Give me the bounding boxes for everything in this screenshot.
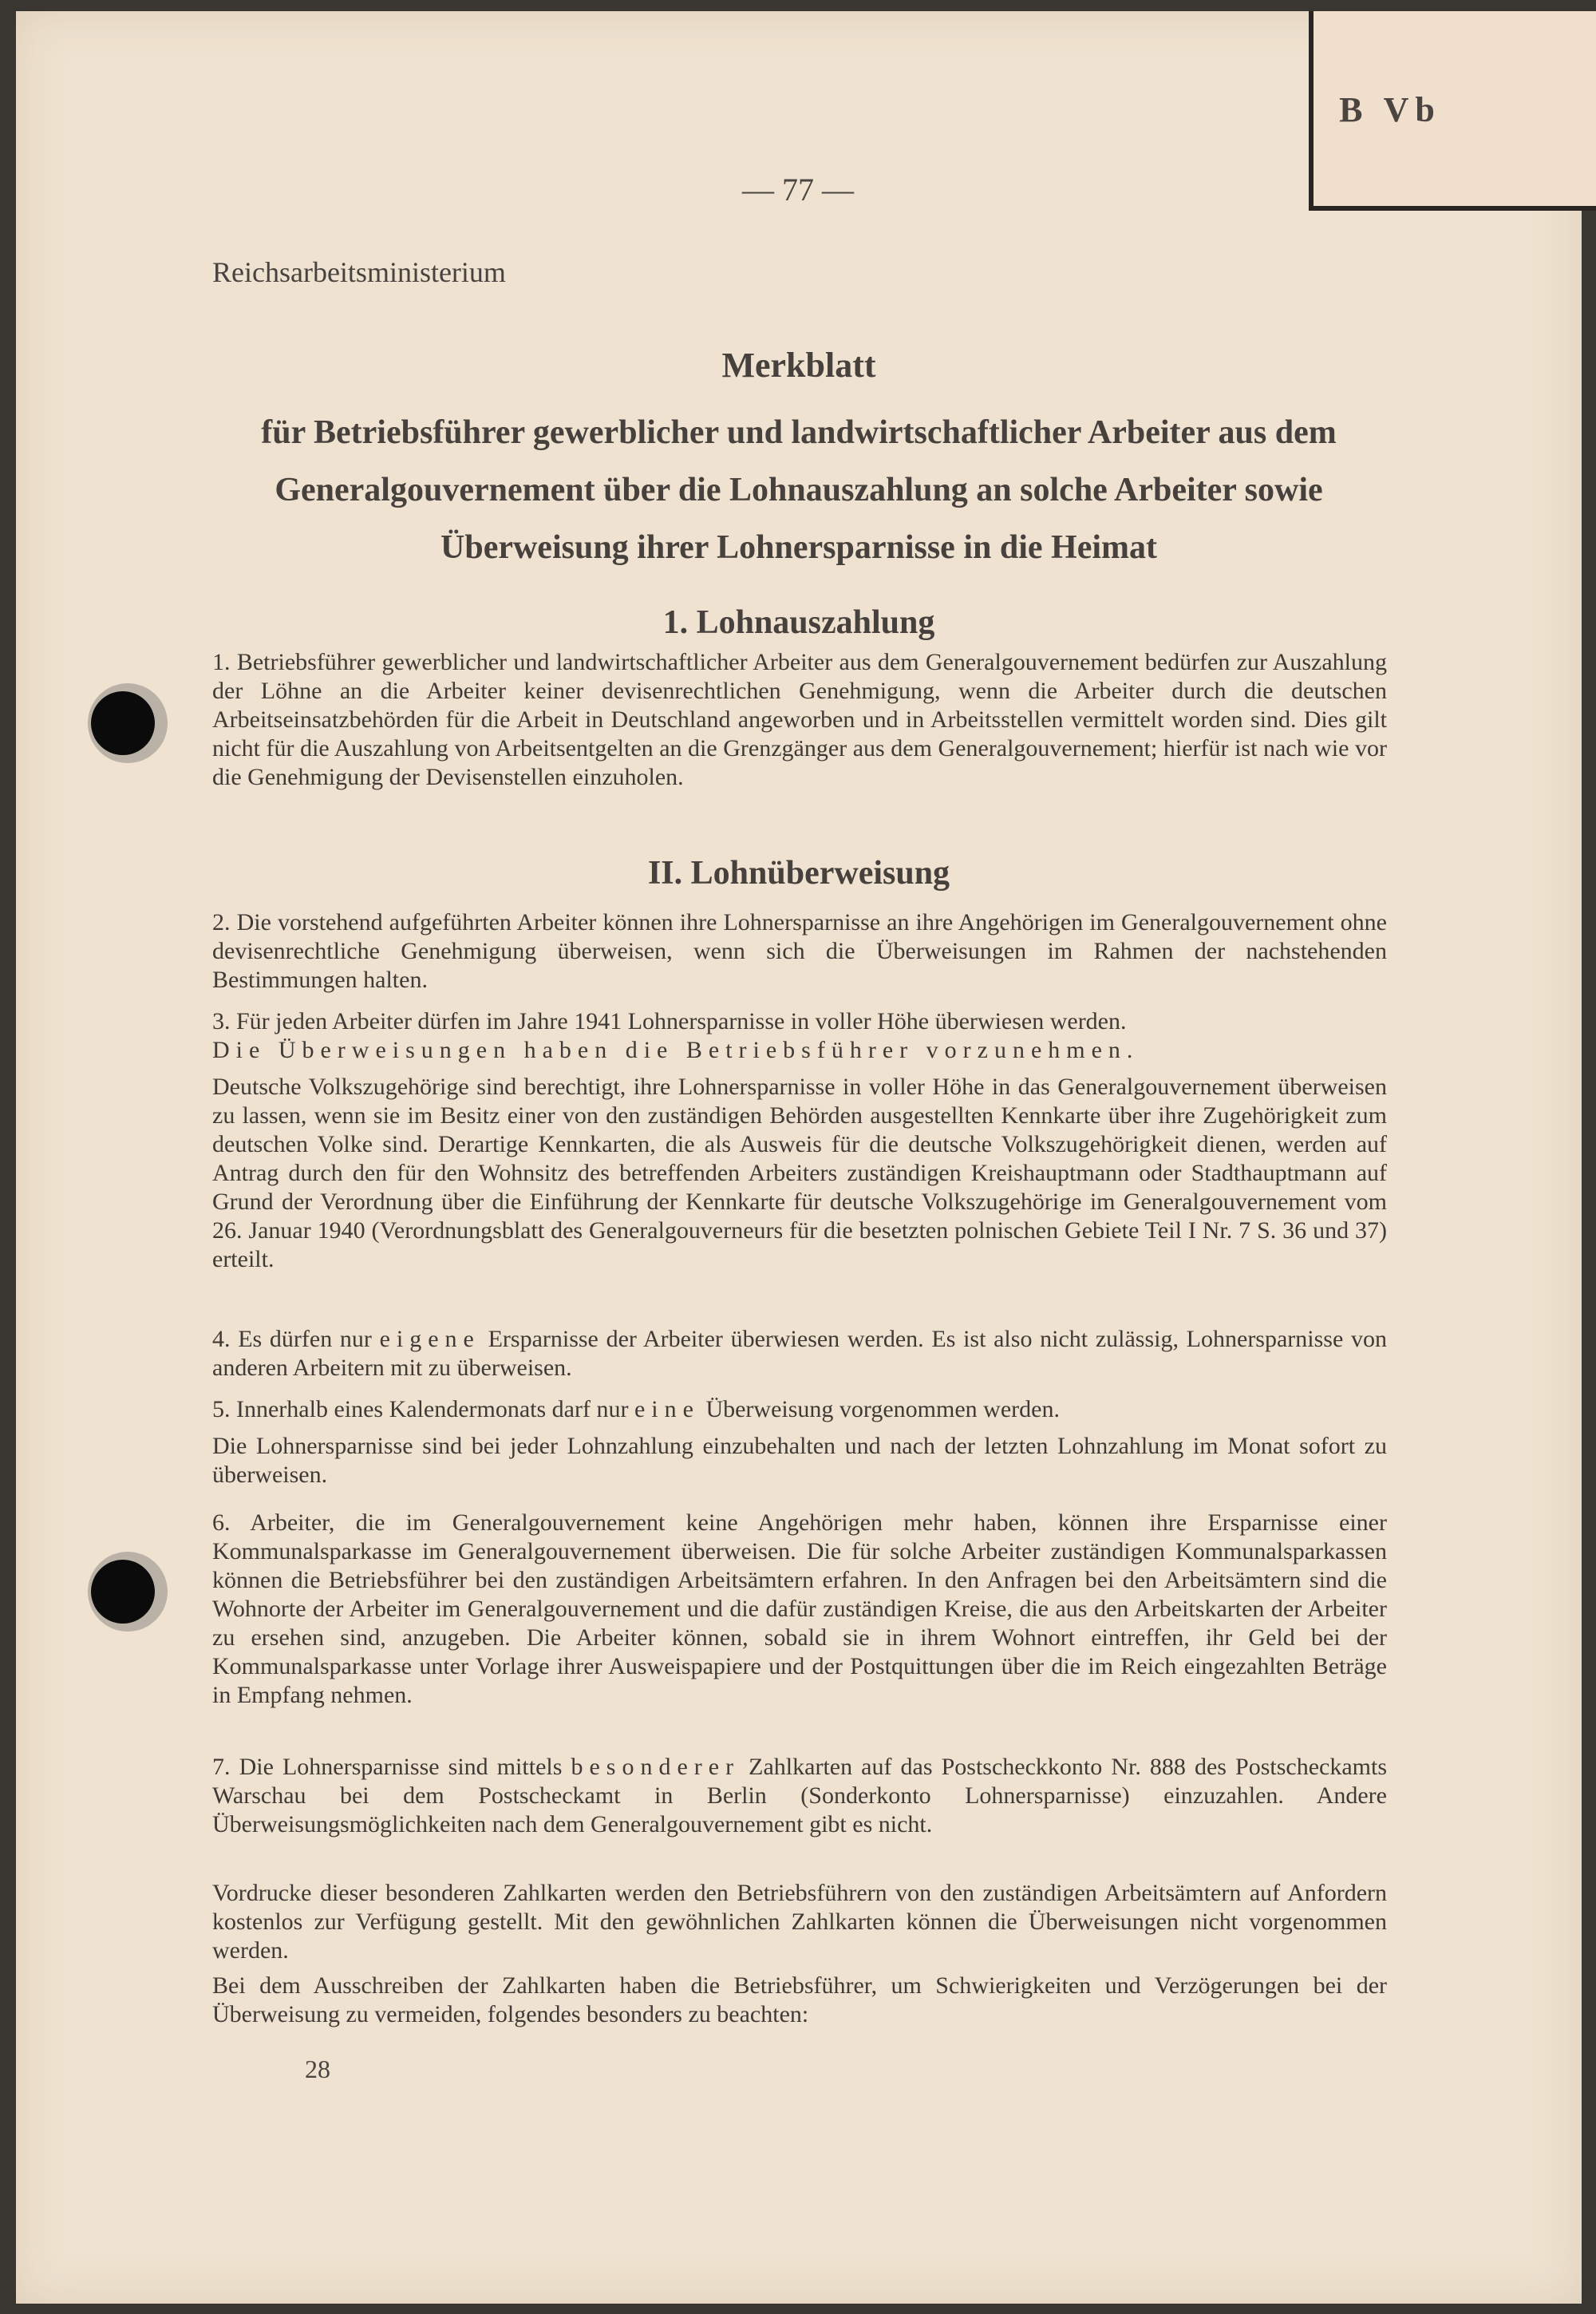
paragraph-6: 6. Arbeiter, die im Generalgouvernement keine Angehörigen mehr haben, können ihre Ersparnisse einer Kommunalsparkasse im Generalgouvernement überweisen. Die für solche Arbeiter zuständigen Kommunalsparkassen können die Betriebsführer bei den zuständigen Arbeitsämtern erfahren. In den Anfragen bei den Arbeitsämtern sind die Wohnorte der Arbeiter im Generalgouvernement und die dafür zuständigen Kreise, die aus den Arbeitskarten der Arbeiter zu ersehen sind, anzugeben. Die Arbeiter können, sobald sie in ihrem Wohnort eintreffen, ihr Geld bei der Kommunalsparkasse unter Vorlage ihrer Ausweispapiere und der Postquittungen über die im Reich eingezahlten Beträge in Empfang nehmen. (212, 1509, 1387, 1708)
ministry-name: Reichsarbeitsministerium (212, 256, 506, 288)
punch-hole-bottom (91, 1560, 155, 1624)
paragraph-5b: Die Lohnersparnisse sind bei jeder Lohnzahlung einzubehalten und nach der letzten Lohnzahlung im Monat sofort zu überweisen. (212, 1433, 1387, 1488)
punch-hole-top (91, 691, 155, 755)
paragraph-7c: Bei dem Ausschreiben der Zahlkarten haben die Betriebsführer, um Schwierigkeiten und Verzögerungen bei der Überweisung zu vermeiden, folgendes besonders zu beachten: (212, 1972, 1387, 2027)
paragraph-5-start: 5. Innerhalb eines Kalendermonats darf nur (212, 1396, 629, 1422)
paragraph-4-end: Ersparnisse der Arbeiter überwiesen werden. Es ist also nicht zulässig, Lohnersparnisse von anderen Arbeitern mit zu überweisen. (212, 1326, 1387, 1381)
page-number: — 77 — (742, 172, 854, 208)
paragraph-2: 2. Die vorstehend aufgeführten Arbeiter können ihre Lohnersparnisse an ihre Angehörigen im Generalgouvernement ohne devisenrechtliche Genehmigung überweisen, wenn sich die Überweisungen im Rahmen der nachstehenden Bestimmungen halten. (212, 909, 1387, 993)
section-heading-1: 1. Lohnauszahlung (662, 604, 935, 641)
subtitle-line-2: Generalgouvernement über die Lohnauszahlung an solche Arbeiter sowie (275, 472, 1323, 508)
paragraph-3a: 3. Für jeden Arbeiter dürfen im Jahre 1941 Lohnersparnisse in voller Höhe überwiesen werden. (212, 1008, 1127, 1034)
subtitle-line-1: für Betriebsführer gewerblicher und landwirtschaftlicher Arbeiter aus dem (261, 414, 1337, 451)
paragraph-4-emphasis: eigene (379, 1326, 480, 1352)
paragraph-7-end: Zahlkarten auf das Postscheckkonto Nr. 888 des Postscheckamts Warschau bei dem Postscheckamt in Berlin (Sonderkonto Lohnersparnisse) einzuzahlen. Andere Überweisungsmöglichkeiten nach dem Generalgouvernement gibt es nicht. (212, 1754, 1388, 1837)
document-title: Merkblatt (721, 346, 876, 385)
paragraph-7-start: 7. Die Lohnersparnisse sind mittels (212, 1754, 563, 1780)
paragraph-4-start: 4. Es dürfen nur (212, 1326, 372, 1352)
paragraph-5-end: Überweisung vorgenommen werden. (705, 1396, 1060, 1422)
paragraph-5 (212, 1395, 1387, 1424)
paragraph-7b: Vordrucke dieser besonderen Zahlkarten werden den Betriebsführern von den zuständigen Arbeitsämtern auf Anfordern kostenlos zur Verfügung gestellt. Mit den gewöhnlichen Zahlkarten können die Überweisungen nicht vorgenommen werden. (212, 1880, 1387, 1964)
paragraph-7 (212, 1753, 1387, 1839)
subtitle-line-3: Überweisung ihrer Lohnersparnisse in die Heimat (440, 529, 1157, 566)
paragraph-3b: Die Überweisungen haben die Betriebsführer vorzunehmen. (212, 1037, 1140, 1063)
paragraph-3c: Deutsche Volkszugehörige sind berechtigt, ihre Lohnersparnisse in voller Höhe in das Generalgouvernement überweisen zu lassen, wenn sie im Besitz einer von den zuständigen Behörden ausgestellten Kennkarte über ihre Zugehörigkeit zum deutschen Volke sind. Derartige Kennkarten, die als Ausweis für die deutsche Volkszugehörigkeit dienen, werden auf Antrag durch den für den Wohnsitz des betreffenden Arbeiters zuständigen Kreishauptmann oder Stadthauptmann auf Grund der Verordnung über die Einführung der Kennkarte für deutsche Volkszugehörige im Generalgouvernement vom 26. Januar 1940 (Verordnungsblatt des Generalgouverneurs für die besetzten polnischen Gebiete Teil I Nr. 7 S. 36 und 37) erteilt. (212, 1074, 1387, 1272)
paragraph-4 (212, 1325, 1387, 1382)
footer-page-number: 28 (305, 2055, 330, 2083)
stamp-label: B Vb (1339, 90, 1441, 129)
section-heading-2: II. Lohnüberweisung (647, 855, 950, 892)
paragraph-1: 1. Betriebsführer gewerblicher und landwirtschaftlicher Arbeiter aus dem Generalgouvernement bedürfen zur Auszahlung der Löhne an die Arbeiter keiner devisenrechtlichen Genehmigung, wenn die Arbeiter durch die deutschen Arbeitseinsatzbehörden für die Arbeit in Deutschland angeworben und in Arbeitsstellen vermittelt worden sind. Dies gilt nicht für die Auszahlung von Arbeitsentgelten an die Grenzgänger aus dem Generalgouvernement; hierfür ist nach wie vor die Genehmigung der Devisenstellen einzuholen. (212, 649, 1387, 790)
paragraph-5-emphasis: eine (634, 1396, 700, 1422)
paragraph-7-emphasis: besonderer (571, 1754, 741, 1780)
